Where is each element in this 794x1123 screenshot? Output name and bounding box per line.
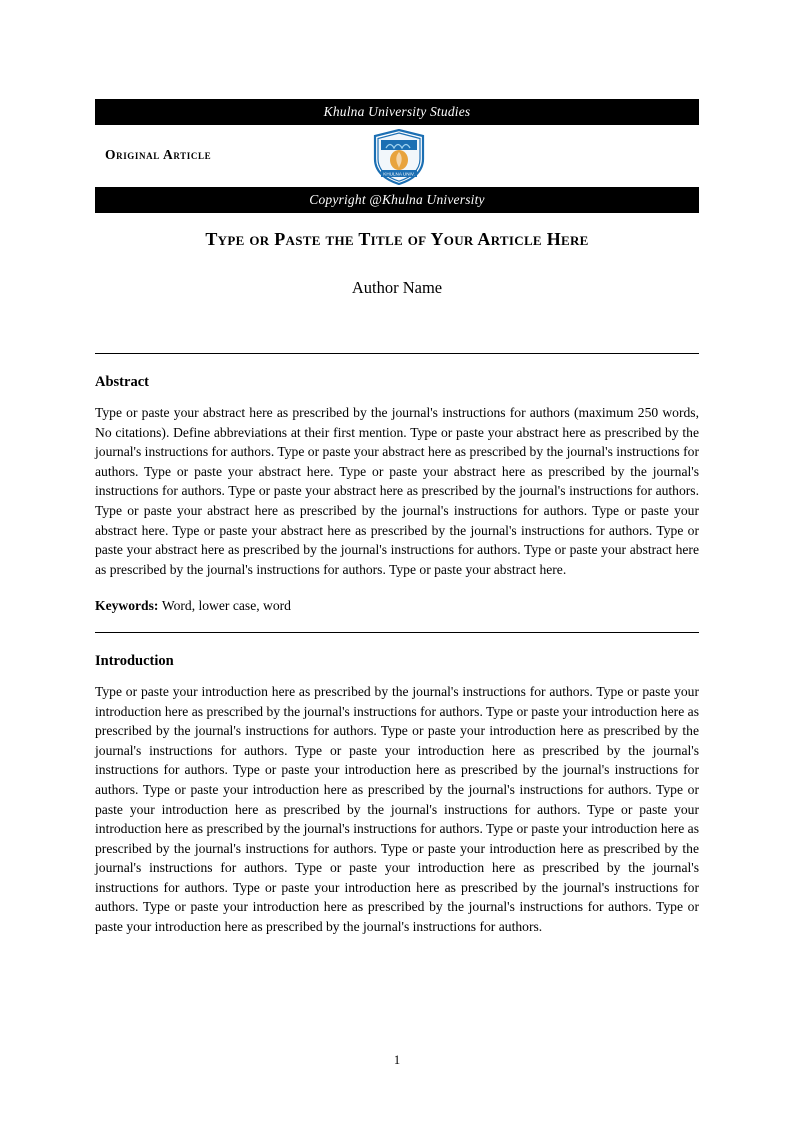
- abstract-text: Type or paste your abstract here as prescribed by the journal's instructions for authors (maximum 250 words, No citations). Define abbreviations at their first mention. Type or paste your abstract here as prescribed by the journal's instructions for authors. Type or paste your abstract here as prescribed by the journal's instructions for authors. Type or paste your abstract here. Type or paste your abstract here as prescribed by the journal's instructions for authors. Type or paste your abstract here as prescribed by the journal's instructions for authors. Type or paste your abstract here as prescribed by the journal's instructions for authors. Type or paste your abstract here. Type or paste your abstract here as prescribed by the journal's instructions for authors. Type or paste your abstract here as prescribed by the journal's instructions for authors. Type or paste your abstract here as prescribed by the journal's instructions for authors. Type or paste your abstract here.: [95, 405, 699, 577]
- introduction-text: Type or paste your introduction here as prescribed by the journal's instructions for authors. Type or paste your introduction here as prescribed by the journal's instructions for authors. Type or paste your introduction here as prescribed by the journal's instructions for authors. Type or paste your introduction here as prescribed by the journal's instructions for authors. Type or paste your introduction here as prescribed by the journal's instructions for authors. Type or paste your introduction here as prescribed by the journal's instructions for authors. Type or paste your introduction here as prescribed by the journal's instructions for authors. Type or paste your introduction here as prescribed by the journal's instructions for authors. Type or paste your introduction here as prescribed by the journal's instructions for authors. Type or paste your introduction here as prescribed by the journal's instructions for authors. Type or paste your introduction here as prescribed by the journal's instructions for authors. Type or paste your introduction here as prescribed by the journal's instructions for authors. Type or paste your introduction here as prescribed by the journal's instructions for authors. Type or paste your introduction here as prescribed by the journal's instructions for authors. Type or paste your introduction here as prescribed by the journal's instructions for authors.: [95, 683, 699, 935]
- keywords-value: Word, lower case, word: [161, 598, 291, 614]
- journal-name-bar: Khulna University Studies: [95, 99, 699, 125]
- divider-keywords: [95, 632, 699, 633]
- divider-top: [95, 353, 699, 354]
- copyright-bar: Copyright @Khulna University: [95, 187, 699, 213]
- khulna-university-crest-icon: [372, 129, 426, 185]
- keywords-label: Keywords:: [95, 598, 162, 614]
- abstract-heading: Abstract: [95, 374, 149, 390]
- keywords-line: [95, 596, 699, 616]
- page-number: 1: [393, 1053, 401, 1067]
- article-type-label: Original Article: [105, 147, 212, 162]
- svg-text:KHULNA UNIV.: KHULNA UNIV.: [383, 171, 415, 177]
- introduction-heading: Introduction: [95, 652, 174, 669]
- page-content: [95, 0, 699, 937]
- article-title: Type or Paste the Title of Your Article Here: [205, 229, 589, 249]
- author-name: Author Name: [351, 278, 443, 297]
- article-type-row: [95, 125, 699, 187]
